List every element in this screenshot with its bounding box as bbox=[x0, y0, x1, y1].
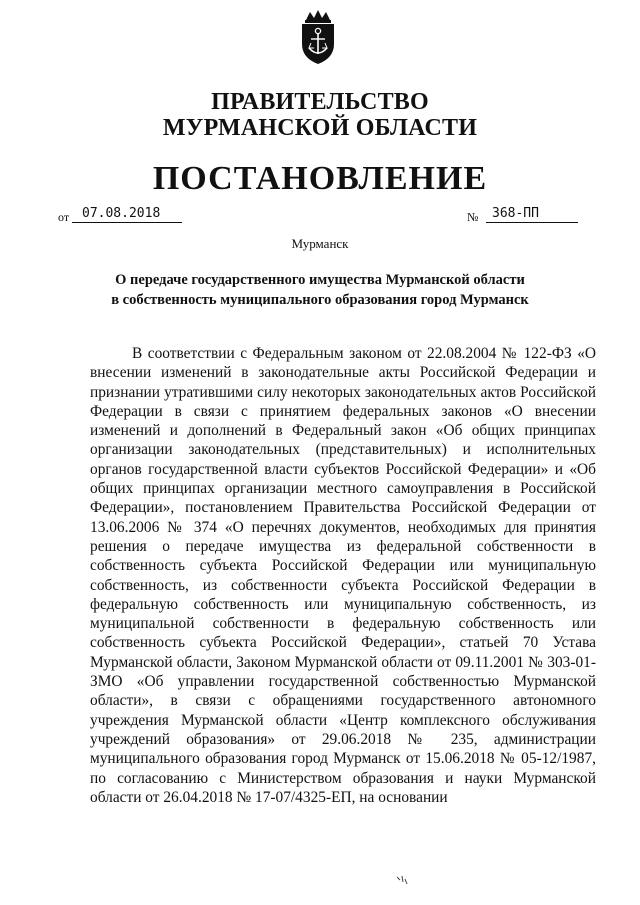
document-meta-row bbox=[58, 206, 598, 226]
subject-line2: в собственность муниципального образования город Мурманск bbox=[111, 292, 529, 308]
government-title-line1: ПРАВИТЕЛЬСТВО bbox=[211, 89, 429, 115]
government-title-line2: МУРМАНСКОЙ ОБЛАСТИ bbox=[162, 115, 478, 141]
body-paragraph: В соответствии с Федеральным законом от 22.08.2004 № 122-ФЗ «О внесении изменений в законодательные акты Российской Федерации и признании утратившими силу некоторых законодательных актов Российской Федерации в связи с принятием федеральных законов «О внесении изменений и дополнений в Федеральный закон «Об общих принципах организации законодательных (представительных) и исполнительных органов государственной власти субъектов Российской Федерации» и «Об общих принципах организации местного самоуправления в Российской Федерации», постановлением Правительства Российской Федерации от 13.06.2006 № 374 «О перечнях документов, необходимых для принятия решения о передаче имущества из федеральной собственности в собственность субъекта Российской Федерации или муниципальную собственность, из собственности субъекта Российской Федерации в федеральную собственность или муниципальную собственность, из муниципальной собственности в федеральную собственность или собственность субъекта Российской Федерации», статьей 70 Устава Мурманской области, Законом Мурманской области от 09.11.2001 № 303-01-ЗМО «Об управлении государственной собственностью Мурманской области», в связи с обращениями государственного автономного учреждения Мурманской области «Центр комплексного обслуживания учреждений образования» от 29.06.2018 № 235, администрации муниципального образования город Мурманск от 15.06.2018 № 05-12/1987, по согласованию с Министерством образования и науки Мурманской области от 26.04.2018 № 17-07/4325-ЕП, на основании bbox=[90, 345, 596, 806]
document-type-title: ПОСТАНОВЛЕНИЕ bbox=[152, 160, 488, 197]
coat-of-arms-icon bbox=[296, 8, 340, 66]
date-prefix: от bbox=[58, 210, 70, 224]
number-prefix: № bbox=[467, 210, 479, 224]
city-name: Мурманск bbox=[291, 236, 349, 251]
document-number: 368-ПП bbox=[486, 206, 578, 223]
scan-mark-icon bbox=[394, 874, 410, 886]
document-subject bbox=[70, 270, 570, 310]
document-date: 07.08.2018 bbox=[72, 206, 182, 223]
subject-line1: О передаче государственного имущества Мурманской области bbox=[115, 272, 525, 288]
